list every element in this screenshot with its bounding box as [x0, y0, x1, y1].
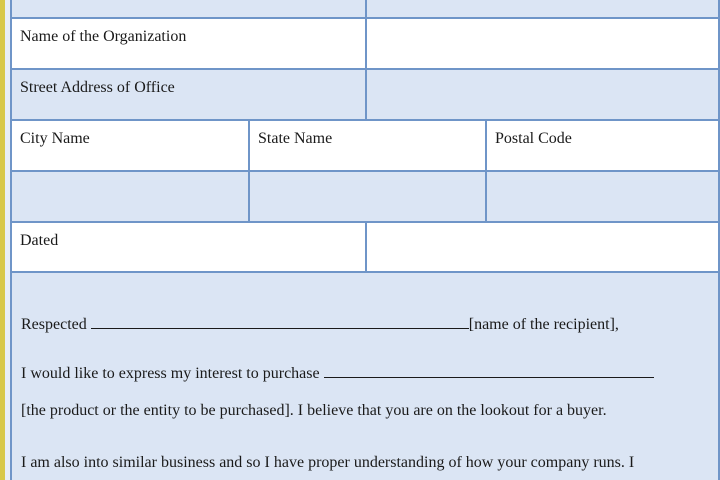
business-text: I am also into similar business and so I have proper understanding of how your company runs. I — [21, 454, 635, 471]
street-label-cell — [10, 68, 367, 121]
state-name-label: State Name — [258, 130, 333, 147]
organization-label: Name of the Organization — [20, 28, 187, 45]
salutation-line — [21, 313, 619, 334]
interest-line — [21, 362, 654, 383]
salutation-prefix: Respected — [21, 316, 87, 333]
street-address-field[interactable] — [365, 68, 720, 121]
form-grid — [10, 0, 720, 480]
state-field[interactable] — [248, 170, 487, 223]
organization-field[interactable] — [365, 17, 720, 70]
recipient-name-blank[interactable] — [91, 313, 469, 329]
city-name-label: City Name — [20, 130, 90, 147]
city-field[interactable] — [10, 170, 250, 223]
letter-body — [10, 271, 720, 480]
product-blank[interactable] — [324, 362, 654, 378]
city-label-cell — [10, 119, 250, 172]
organization-label-cell — [10, 17, 367, 70]
street-address-label: Street Address of Office — [20, 79, 175, 96]
postal-code-label: Postal Code — [495, 130, 572, 147]
postal-label-cell — [485, 119, 720, 172]
product-line — [21, 402, 607, 420]
salutation-suffix: [name of the recipient], — [468, 316, 619, 333]
product-text: [the product or the entity to be purchased]. I believe that you are on the lookout for a buyer. — [21, 402, 607, 419]
dated-field[interactable] — [365, 221, 720, 273]
business-line — [21, 454, 634, 472]
postal-code-field[interactable] — [485, 170, 720, 223]
dated-label: Dated — [20, 232, 59, 249]
interest-text: I would like to express my interest to purchase — [21, 365, 320, 382]
dated-label-cell — [10, 221, 367, 273]
state-label-cell — [248, 119, 487, 172]
